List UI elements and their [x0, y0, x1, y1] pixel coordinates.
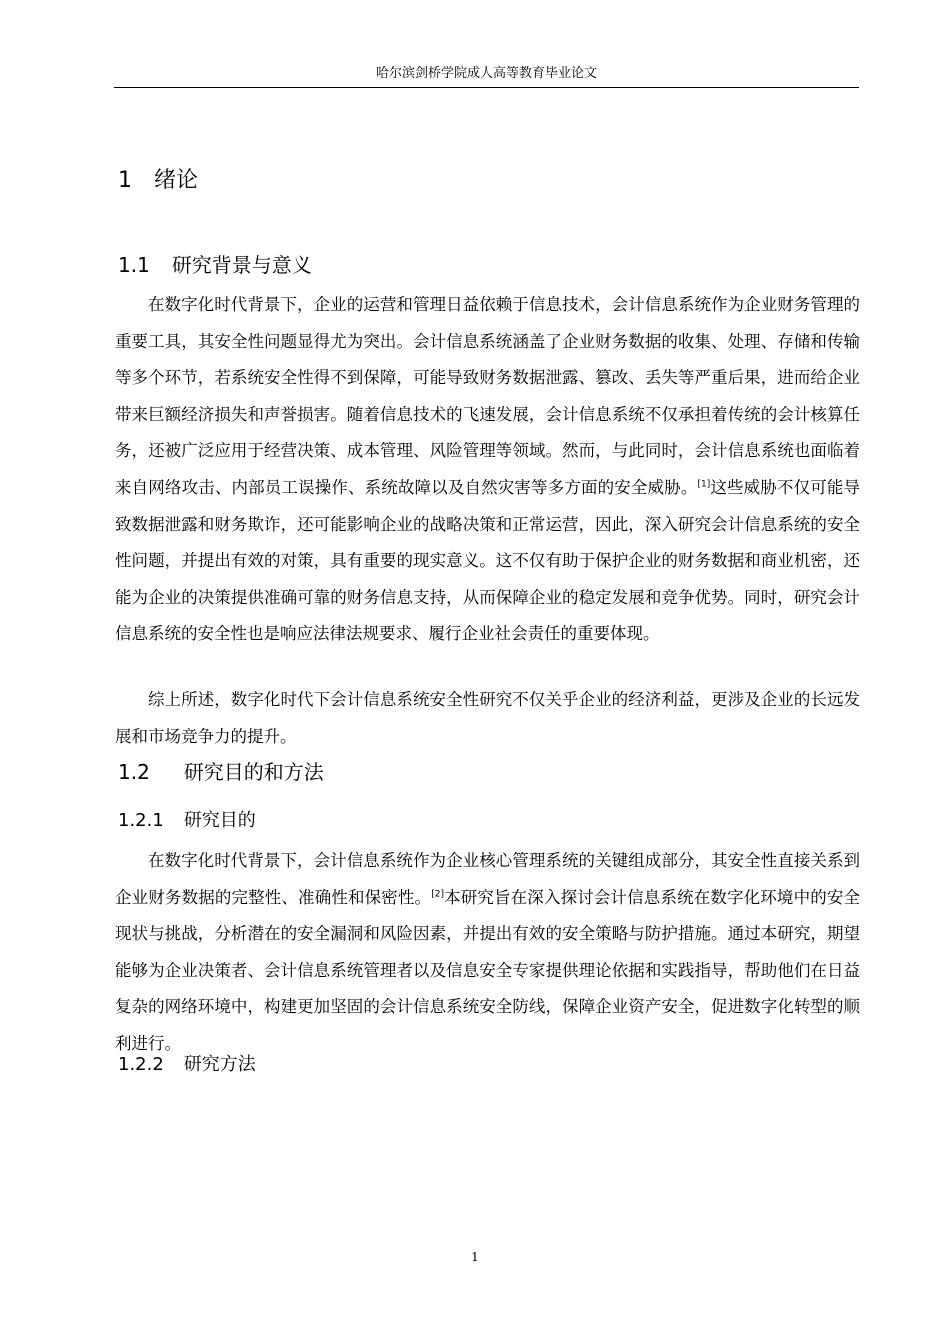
chapter-title: 绪论	[154, 168, 199, 193]
subsection-title: 研究方法	[183, 1054, 256, 1075]
subsection-title: 研究目的	[183, 810, 256, 831]
page-number: 1	[471, 1250, 479, 1264]
subsection-heading-1-2-1	[118, 806, 256, 832]
paragraph-summary: 综上所述，数字化时代下会计信息系统安全性研究不仅关乎企业的经济利益，更涉及企业的长远发展和市场竞争力的提升。	[115, 690, 860, 746]
section-heading-1-1	[118, 249, 312, 278]
paragraph-text: 在数字化时代背景下，会计信息系统作为企业核心管理系统的关键组成部分，其安全性直接关系到企业财务数据的完整性、准确性和保密性。	[115, 851, 860, 907]
paragraph-text: 这些威胁不仅可能导致数据泄露和财务欺诈，还可能影响企业的战略决策和正常运营，因此，深入研究会计信息系统的安全性问题，并提出有效的对策，具有重要的现实意义。这不仅有助于保护企业的财务数据和商业机密，还能为企业的决策提供准确可靠的财务信息支持，从而保障企业的稳定发展和竞争优势。同时，研究会计信息系统的安全性也是响应法律法规要求、履行企业社会责任的重要体现。	[115, 477, 861, 644]
section-number: 1.1	[118, 253, 150, 277]
chapter-heading	[118, 163, 198, 194]
paragraph-text: 本研究旨在深入探讨会计信息系统在数字化环境中的安全现状与挑战，分析潜在的安全漏洞和风险因素，并提出有效的安全策略与防护措施。通过本研究，期望能够为企业决策者、会计信息系统管理者以及信息安全专家提供理论依据和实践指导，帮助他们在日益复杂的网络环境中，构建更加坚固的会计信息系统安全防线，保障企业资产安全，促进数字化转型的顺利进行。	[115, 887, 861, 1053]
paragraph-background	[115, 287, 860, 653]
section-heading-1-2	[118, 756, 324, 785]
paragraph-text: 在数字化时代背景下，企业的运营和管理日益依赖于信息技术，会计信息系统作为企业财务管理的重要工具，其安全性问题显得尤为突出。会计信息系统涵盖了企业财务数据的收集、处理、存储和传输等多个环节，若系统安全性得不到保障，可能导致财务数据泄露、篡改、丢失等严重后果，进而给企业带来巨额经济损失和声誉损害。随着信息技术的飞速发展，会计信息系统不仅承担着传统的会计核算任务，还被广泛应用于经营决策、成本管理、风险管理等领域。然而，与此同时，会计信息系统也面临着来自网络攻击、内部员工误操作、系统故障以及自然灾害等多方面的安全威胁。	[115, 295, 860, 497]
citation-ref: [2]	[431, 889, 444, 900]
subsection-heading-1-2-2	[118, 1050, 256, 1076]
citation-ref: [1]	[697, 479, 711, 490]
chapter-number: 1	[118, 168, 132, 193]
section-title: 研究目的和方法	[183, 760, 324, 784]
running-header: 哈尔滨剑桥学院成人高等教育毕业论文	[375, 66, 597, 81]
header-rule	[114, 87, 859, 88]
subsection-number: 1.2.2	[118, 1054, 164, 1075]
paragraph-purpose	[115, 843, 860, 1063]
section-title: 研究背景与意义	[171, 253, 312, 277]
subsection-number: 1.2.1	[118, 810, 164, 831]
section-number: 1.2	[118, 760, 150, 784]
